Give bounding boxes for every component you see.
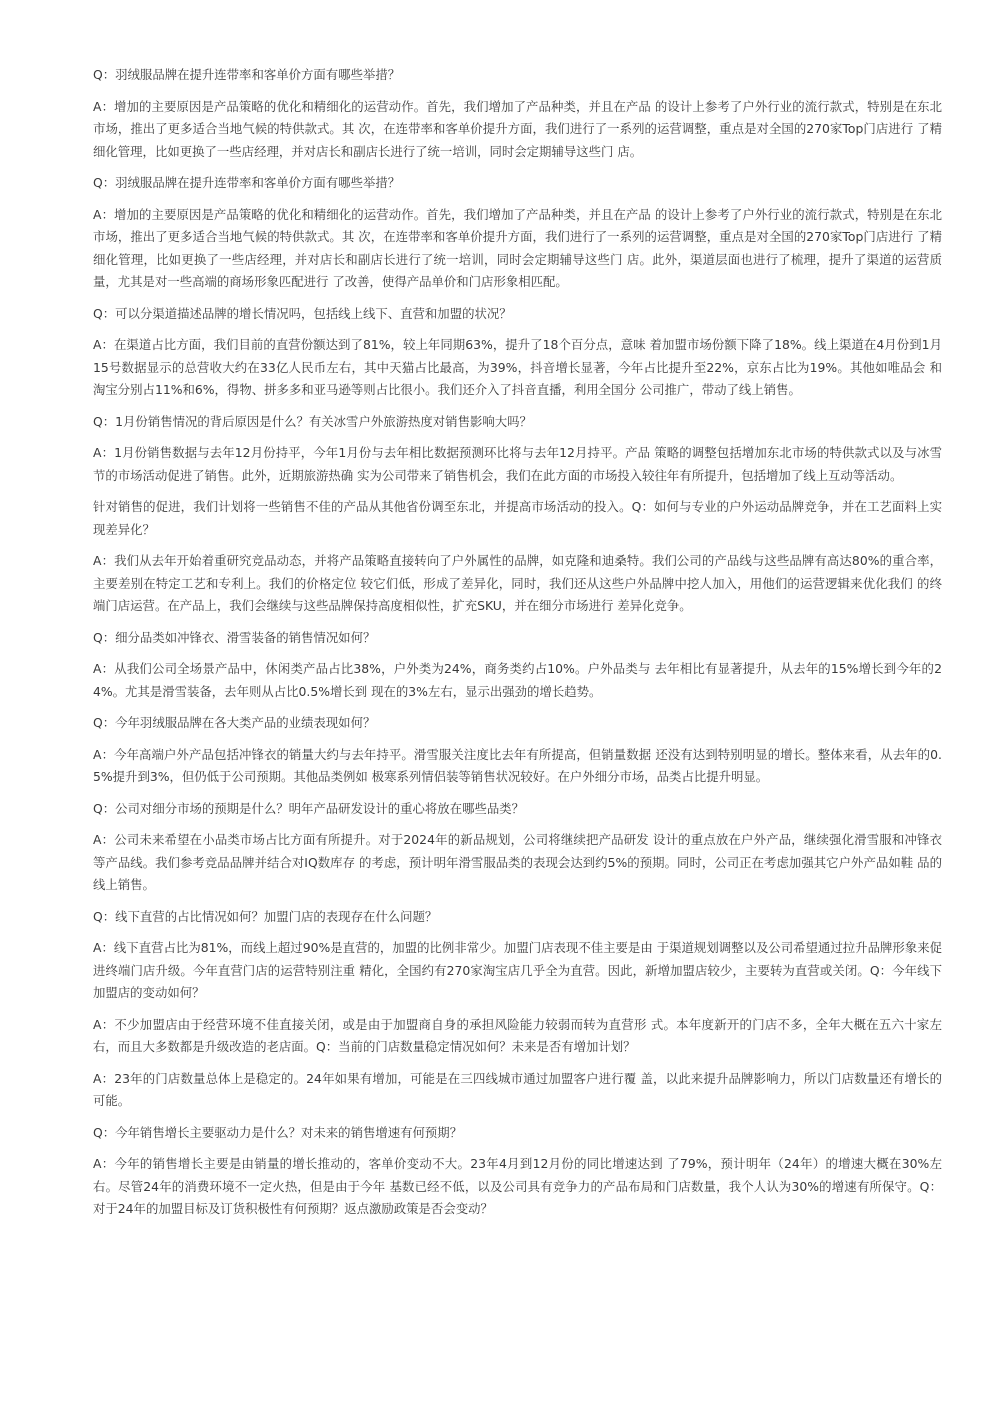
answer-paragraph: A：不少加盟店由于经营环境不佳直接关闭，或是由于加盟商自身的承担风险能力较弱而转为直营形 式。本年度新开的门店不多，全年大概在五六十家左右，而且大多数都是升级改造的老店面。Q：当前的门店数量稳定情况如何？未来是否有增加计划？	[93, 1016, 942, 1054]
answer-paragraph: A：23年的门店数量总体上是稳定的。24年如果有增加，可能是在三四线城市通过加盟客户进行覆 盖，以此来提升品牌影响力，所以门店数量还有增长的可能。	[93, 1070, 942, 1108]
answer-paragraph: A：今年高端户外产品包括冲锋衣的销量大约与去年持平。滑雪服关注度比去年有所提高，但销量数据 还没有达到特别明显的增长。整体来看，从去年的0.5%提升到3%，但仍低于公司预期。其他品类例如 极寒系列情侣装等销售状况较好。在户外细分市场，品类占比提升明显。	[93, 746, 942, 784]
question-paragraph: Q：1月份销售情况的背后原因是什么？有关冰雪户外旅游热度对销售影响大吗？	[93, 413, 532, 429]
answer-paragraph: A：我们从去年开始着重研究竞品动态，并将产品策略直接转向了户外属性的品牌，如克隆和迪桑特。我们公司的产品线与这些品牌有高达80%的重合率，主要差别在特定工艺和专利上。我们的价格定位 较它们低，形成了差异化，同时，我们还从这些户外品牌中挖人加入，用他们的运营逻辑来优化我们 的终端门店运营。在产品上，我们会继续与这些品牌保持高度相似性，扩充SKU，并在细分市场进行 差异化竞争。	[93, 553, 942, 613]
answer-paragraph: A：公司未来希望在小品类市场占比方面有所提升。对于2024年的新品规划，公司将继续把产品研发 设计的重点放在户外产品，继续强化滑雪服和冲锋衣等产品线。我们参考竞品品牌并结合对IQ数库存 的考虑，预计明年滑雪服品类的表现会达到约5%的预期。同时，公司正在考虑加强其它户外产品如鞋 品的线上销售。	[93, 832, 942, 892]
answer-paragraph: A：在渠道占比方面，我们目前的直营份额达到了81%，较上年同期63%，提升了18个百分点，意味 着加盟市场份额下降了18%。线上渠道在4月份到1月15号数据显示的总营收大约在33亿人民币左右，其中天猫占比最高，为39%，抖音增长显著，今年占比提升至22%，京东占比为19%。其他如唯品会 和淘宝分别占11%和6%，得物、拼多多和亚马逊等则占比很小。我们还介入了抖音直播，利用全国分 公司推广，带动了线上销售。	[93, 337, 942, 397]
question-paragraph: Q：可以分渠道描述品牌的增长情况吗，包括线上线下、直营和加盟的状况？	[93, 305, 512, 321]
answer-paragraph: A：增加的主要原因是产品策略的优化和精细化的运营动作。首先，我们增加了产品种类，并且在产品 的设计上参考了户外行业的流行款式，特别是在东北市场，推出了更多适合当地气候的特供款式。其 次，在连带率和客单价提升方面，我们进行了一系列的运营调整，重点是对全国的270家Top门店进行 了精细化管理，比如更换了一些店经理，并对店长和副店长进行了统一培训，同时会定期辅导这些门 店。	[93, 98, 942, 159]
question-paragraph: Q：羽绒服品牌在提升连带率和客单价方面有哪些举措？	[93, 67, 401, 82]
answer-paragraph: A：增加的主要原因是产品策略的优化和精细化的运营动作。首先，我们增加了产品种类，并且在产品 的设计上参考了户外行业的流行款式，特别是在东北市场，推出了更多适合当地气候的特供款式。其 次，在连带率和客单价提升方面，我们进行了一系列的运营调整，重点是对全国的270家Top门店进行 了精细化管理，比如更换了一些店经理，并对店长和副店长进行了统一培训，同时会定期辅导这些门 店。此外，渠道层面也进行了梳理，提升了渠道的运营质量，尤其是对一些高端的商场形象匹配进行 了改善，使得产品单价和门店形象相匹配。	[93, 206, 942, 289]
question-paragraph: Q：细分品类如冲锋衣、滑雪装备的销售情况如何？	[93, 629, 376, 645]
answer-paragraph: A：今年的销售增长主要是由销量的增长推动的，客单价变动不大。23年4月到12月份的同比增速达到 了79%，预计明年（24年）的增速大概在30%左右。尽管24年的消费环境不一定火热，但是由于今年 基数已经不低，以及公司具有竞争力的产品布局和门店数量，我个人认为30%的增速有所保守。Q：对于24年的加盟目标及订货积极性有何预期？返点激励政策是否会变动？	[93, 1156, 942, 1216]
question-paragraph: Q：线下直营的占比情况如何？加盟门店的表现存在什么问题？	[93, 908, 438, 924]
question-paragraph: Q：羽绒服品牌在提升连带率和客单价方面有哪些举措？	[93, 175, 401, 190]
text-paragraph: 针对销售的促进，我们计划将一些销售不佳的产品从其他省份调至东北，并提高市场活动的投入。Q：如何与专业的户外运动品牌竞争，并在工艺面料上实现差异化？	[93, 499, 942, 537]
answer-paragraph: A：线下直营占比为81%，而线上超过90%是直营的，加盟的比例非常少。加盟门店表现不佳主要是由 于渠道规划调整以及公司希望通过拉升品牌形象来促进终端门店升级。今年直营门店的运营特别注重 精化，全国约有270家淘宝店几乎全为直营。因此，新增加盟店较少，主要转为直营或关闭。Q：今年线下加盟店的变动如何？	[93, 940, 942, 1000]
question-paragraph: Q：今年羽绒服品牌在各大类产品的业绩表现如何？	[93, 715, 376, 730]
question-paragraph: Q：公司对细分市场的预期是什么？明年产品研发设计的重心将放在哪些品类？	[93, 800, 525, 816]
answer-paragraph: A：从我们公司全场景产品中，休闲类产品占比38%，户外类为24%，商务类约占10%。户外品类与 去年相比有显著提升，从去年的15%增长到今年的24%。尤其是滑雪装备，去年则从占比0.5%增长到 现在的3%左右，显示出强劲的增长趋势。	[93, 661, 942, 699]
answer-paragraph: A：1月份销售数据与去年12月份持平，今年1月份与去年相比数据预测环比将与去年12月持平。产品 策略的调整包括增加东北市场的特供款式以及与冰雪节的市场活动促进了销售。此外，近期旅游热确 实为公司带来了销售机会，我们在此方面的市场投入较往年有所提升，包括增加了线上互动等活动。	[93, 445, 942, 483]
question-paragraph: Q：今年销售增长主要驱动力是什么？对未来的销售增速有何预期？	[93, 1124, 463, 1140]
